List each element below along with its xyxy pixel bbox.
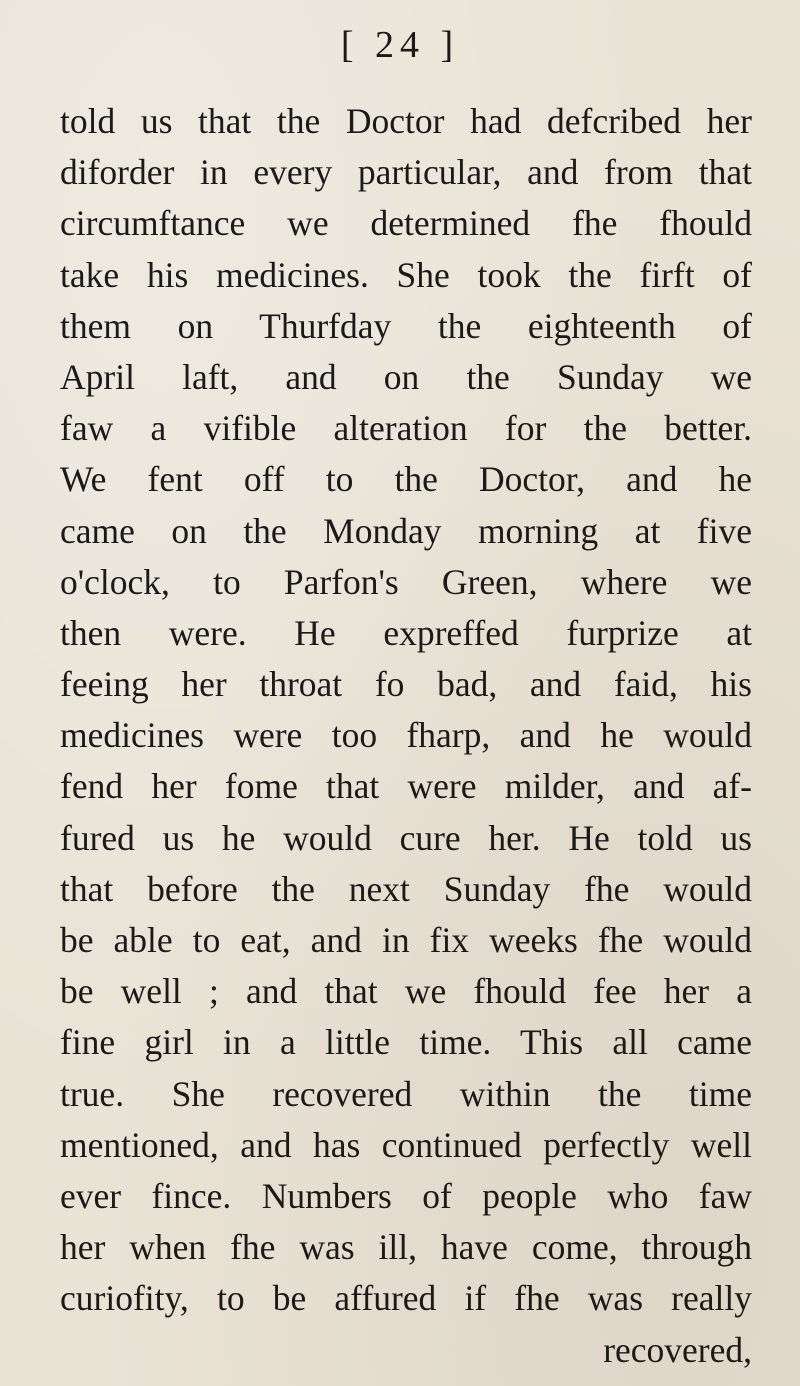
text-line: that before the next Sunday fhe would (60, 868, 752, 909)
text-line: told us that the Doctor had defcribed her (60, 101, 752, 141)
text-line: them on Thurfday the eighteenth of (60, 305, 752, 346)
text-line: fend her fome that were milder, and af- (60, 766, 752, 807)
text-line: diforder in every particular, and from that (60, 152, 752, 193)
text-line: circumftance we determined fhe fhould (60, 203, 752, 244)
text-line: true. She recovered within the time (60, 1073, 752, 1114)
text-line: feeing her throat fo bad, and faid, his (60, 664, 752, 705)
text-line: medicines were too fharp, and he would (60, 715, 752, 756)
catchword: recovered, (603, 1329, 752, 1370)
text-line: fine girl in a little time. This all came (60, 1022, 752, 1063)
text-line: o'clock, to Parfon's Green, where we (60, 561, 752, 602)
text-line: ever fince. Numbers of people who faw (60, 1175, 752, 1216)
text-line: April laft, and on the Sunday we (60, 356, 752, 397)
text-line: came on the Monday morning at five (60, 510, 752, 551)
text-line: We fent off to the Doctor, and he (60, 459, 752, 500)
text-line: mentioned, and has continued perfectly well (60, 1124, 752, 1165)
text-line: then were. He expreffed furprize at (60, 612, 752, 653)
text-line: fured us he would cure her. He told us (60, 817, 752, 858)
text-line: curiofity, to be affured if fhe was really (60, 1278, 752, 1319)
body-text (60, 96, 752, 1376)
text-line: be well ; and that we fhould fee her a (60, 971, 752, 1012)
text-line: faw a vifible alteration for the better. (60, 408, 752, 449)
text-line: be able to eat, and in fix weeks fhe would (60, 920, 752, 960)
page-number: [ 24 ] (340, 24, 460, 66)
text-line: take his medicines. She took the firft of (60, 254, 752, 295)
text-line: her when fhe was ill, have come, through (60, 1227, 752, 1268)
